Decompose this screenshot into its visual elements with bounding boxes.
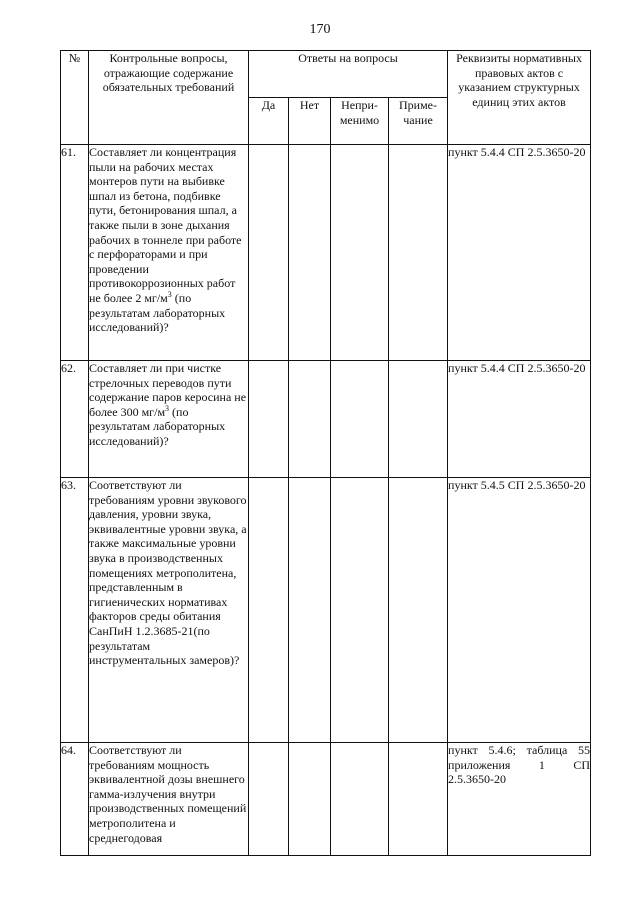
answer-not-applicable-cell[interactable]	[331, 145, 389, 361]
question-text: Составляет ли концентрация пыли на рабочих местах монтеров пути на выбивке шпал из бетона, подбивке пути, бетонирования шпал, а также пыли в зоне дыхания рабочих в тоннеле при работе с перфораторами и при проведении противокоррозионных работ не более 2 мг/м	[89, 145, 242, 305]
answer-no-cell[interactable]	[289, 478, 331, 743]
header-answers: Ответы на вопросы	[249, 51, 448, 98]
table-row	[61, 478, 591, 743]
row-requisite: пункт 5.4.4 СП 2.5.3650-20	[448, 361, 591, 478]
answer-not-applicable-cell[interactable]	[331, 361, 389, 478]
header-no-answer: Нет	[289, 98, 331, 145]
header-yes: Да	[249, 98, 289, 145]
answer-note-cell[interactable]	[389, 478, 448, 743]
row-question	[89, 361, 249, 478]
header-not-applicable: Непри- менимо	[331, 98, 389, 145]
page-number: 170	[309, 22, 331, 37]
row-number: 61.	[61, 145, 89, 361]
answer-note-cell[interactable]	[389, 743, 448, 856]
header-question: Контрольные вопросы, отражающие содержание обязательных требований	[89, 51, 249, 145]
answer-note-cell[interactable]	[389, 361, 448, 478]
answer-no-cell[interactable]	[289, 361, 331, 478]
table-row	[61, 361, 591, 478]
superscript: 3	[165, 403, 170, 413]
answer-yes-cell[interactable]	[249, 478, 289, 743]
header-requisites: Реквизиты нормативных правовых актов с указанием структурных единиц этих актов	[448, 51, 591, 145]
row-number: 62.	[61, 361, 89, 478]
row-requisite: пункт 5.4.5 СП 2.5.3650-20	[448, 478, 591, 743]
answer-note-cell[interactable]	[389, 145, 448, 361]
question-text: Составляет ли при чистке стрелочных переводов пути содержание паров керосина не более 300 мг/м	[89, 361, 247, 419]
row-number: 63.	[61, 478, 89, 743]
header-note: Приме- чание	[389, 98, 448, 145]
row-question	[89, 145, 249, 361]
answer-no-cell[interactable]	[289, 145, 331, 361]
header-number: №	[61, 51, 89, 145]
superscript: 3	[167, 289, 172, 299]
answer-yes-cell[interactable]	[249, 743, 289, 856]
question-text-end: (по результатам лабораторных исследований)?	[89, 404, 226, 448]
row-question: Соответствуют ли требованиям мощность эквивалентной дозы внешнего гамма-излучения внутри производственных помещений метрополитена и среднегодовая	[89, 743, 249, 856]
answer-no-cell[interactable]	[289, 743, 331, 856]
table-row	[61, 145, 591, 361]
answer-not-applicable-cell[interactable]	[331, 478, 389, 743]
row-number: 64.	[61, 743, 89, 856]
requisite-text: пункт 5.4.6; таблица 55 приложения 1 СП	[448, 743, 591, 772]
checklist-table	[60, 50, 591, 856]
answer-not-applicable-cell[interactable]	[331, 743, 389, 856]
answer-yes-cell[interactable]	[249, 361, 289, 478]
requisite-text-end: 2.5.3650-20	[448, 772, 507, 787]
row-requisite	[448, 743, 591, 856]
answer-yes-cell[interactable]	[249, 145, 289, 361]
row-requisite: пункт 5.4.4 СП 2.5.3650-20	[448, 145, 591, 361]
row-question: Соответствуют ли требованиям уровни звукового давления, уровни звука, эквивалентные уровни звука, а также максимальные уровни звука в производственных помещениях метрополитена, представленным в гигиенических нормативах факторов среды обитания СанПиН 1.2.3685-21(по результатам инструментальных замеров)?	[89, 478, 249, 743]
table-row	[61, 743, 591, 856]
question-text-end: (по результатам лабораторных исследований)?	[89, 290, 226, 335]
